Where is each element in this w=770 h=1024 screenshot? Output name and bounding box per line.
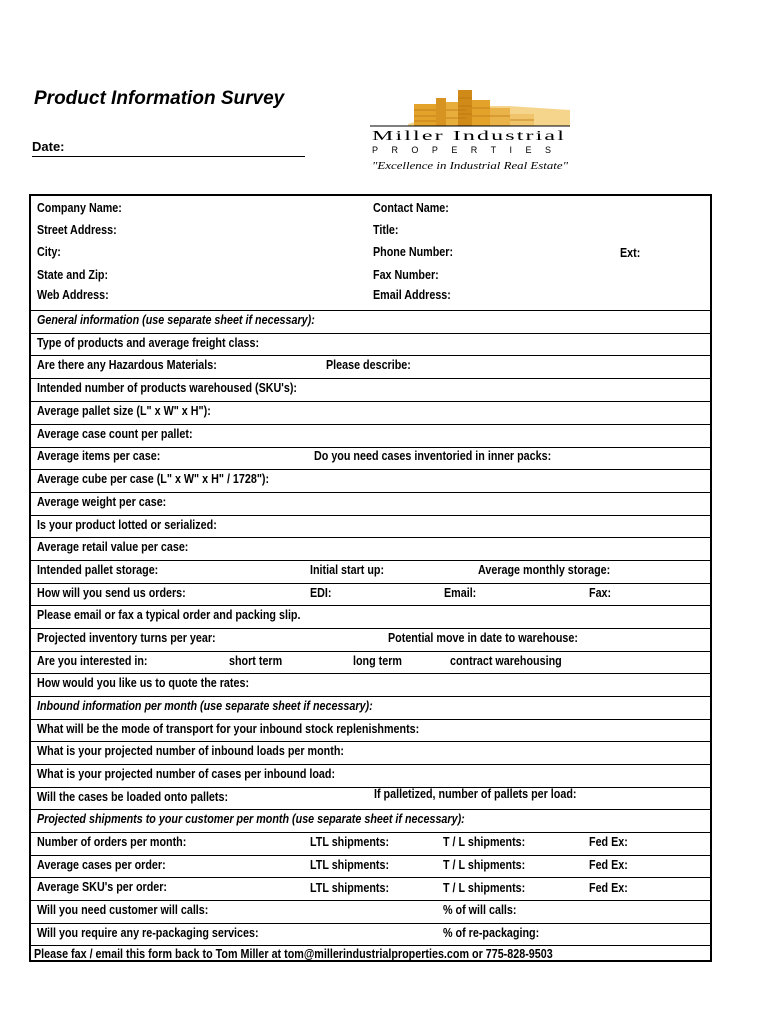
short-term-option[interactable]: short term: [229, 654, 283, 668]
logo-tagline: "Excellence in Industrial Real Estate": [372, 160, 569, 172]
row-divider: [31, 855, 710, 856]
row-divider: [31, 900, 710, 901]
row-divider: [31, 447, 710, 448]
edi-field[interactable]: EDI:: [310, 586, 332, 600]
row-divider: [31, 787, 710, 788]
skus-fedex-field[interactable]: Fed Ex:: [589, 881, 628, 895]
orders-ltl-field[interactable]: LTL shipments:: [310, 835, 390, 849]
row-divider: [31, 605, 710, 606]
cases-per-load-field[interactable]: What is your projected number of cases per inbound load:: [37, 767, 336, 781]
shipments-heading: Projected shipments to your customer per month (use separate sheet if necessary):: [37, 812, 465, 826]
logo-line1: Miller Industrial: [372, 128, 566, 143]
ext-field[interactable]: Ext:: [620, 246, 641, 260]
survey-form: [29, 194, 712, 962]
monthly-storage-field[interactable]: Average monthly storage:: [478, 563, 611, 577]
items-per-case-field[interactable]: Average items per case:: [37, 449, 161, 463]
hazardous-describe-field[interactable]: Please describe:: [326, 358, 411, 372]
row-divider: [31, 923, 710, 924]
repackaging-field[interactable]: Will you require any re-packaging services:: [37, 926, 259, 940]
row-divider: [31, 583, 710, 584]
row-divider: [31, 378, 710, 379]
long-term-option[interactable]: long term: [353, 654, 402, 668]
typical-order-note: Please email or fax a typical order and packing slip.: [37, 608, 301, 622]
quote-rates-field[interactable]: How would you like us to quote the rates:: [37, 676, 250, 690]
title-field[interactable]: Title:: [373, 223, 399, 237]
contact-name-field[interactable]: Contact Name:: [373, 201, 449, 215]
row-divider: [31, 945, 710, 946]
city-field[interactable]: City:: [37, 245, 61, 259]
send-orders-field[interactable]: How will you send us orders:: [37, 586, 186, 600]
phone-number-field[interactable]: Phone Number:: [373, 245, 454, 259]
pallet-storage-field[interactable]: Intended pallet storage:: [37, 563, 159, 577]
orders-email-field[interactable]: Email:: [444, 586, 477, 600]
interested-in-label: Are you interested in:: [37, 654, 148, 668]
pallets-per-load-field[interactable]: If palletized, number of pallets per load:: [374, 787, 577, 801]
inventory-turns-field[interactable]: Projected inventory turns per year:: [37, 631, 216, 645]
company-name-field[interactable]: Company Name:: [37, 201, 122, 215]
will-calls-field[interactable]: Will you need customer will calls:: [37, 903, 209, 917]
transport-mode-field[interactable]: What will be the mode of transport for your inbound stock replenishments:: [37, 722, 420, 736]
pct-will-calls-field[interactable]: % of will calls:: [443, 903, 517, 917]
products-freight-field[interactable]: Type of products and average freight class:: [37, 336, 260, 350]
pallet-size-field[interactable]: Average pallet size (L" x W" x H"):: [37, 404, 211, 418]
skus-per-order-field[interactable]: Average SKU's per order:: [37, 880, 168, 894]
inner-packs-field[interactable]: Do you need cases inventoried in inner packs:: [314, 449, 552, 463]
state-zip-field[interactable]: State and Zip:: [37, 268, 109, 282]
orders-tl-field[interactable]: T / L shipments:: [443, 835, 526, 849]
row-divider: [31, 673, 710, 674]
row-divider: [31, 741, 710, 742]
company-logo: [370, 88, 570, 180]
row-divider: [31, 809, 710, 810]
contract-warehousing-option[interactable]: contract warehousing: [450, 654, 562, 668]
web-address-field[interactable]: Web Address:: [37, 288, 109, 302]
row-divider: [31, 469, 710, 470]
fax-number-field[interactable]: Fax Number:: [373, 268, 439, 282]
sku-count-field[interactable]: Intended number of products warehoused (SKU's):: [37, 381, 297, 395]
row-divider: [31, 492, 710, 493]
date-label: Date:: [32, 139, 65, 154]
row-divider: [31, 310, 710, 311]
case-count-field[interactable]: Average case count per pallet:: [37, 427, 193, 441]
building-graphic-icon: [370, 90, 570, 126]
pct-repackaging-field[interactable]: % of re-packaging:: [443, 926, 540, 940]
row-divider: [31, 628, 710, 629]
street-address-field[interactable]: Street Address:: [37, 223, 117, 237]
inbound-loads-field[interactable]: What is your projected number of inbound loads per month:: [37, 744, 344, 758]
cube-per-case-field[interactable]: Average cube per case (L" x W" x H" / 1728"):: [37, 472, 270, 486]
inbound-info-heading: Inbound information per month (use separate sheet if necessary):: [37, 699, 373, 713]
cases-ltl-field[interactable]: LTL shipments:: [310, 858, 390, 872]
loaded-pallets-field[interactable]: Will the cases be loaded onto pallets:: [37, 790, 229, 804]
row-divider: [31, 764, 710, 765]
skus-ltl-field[interactable]: LTL shipments:: [310, 881, 390, 895]
row-divider: [31, 537, 710, 538]
skus-tl-field[interactable]: T / L shipments:: [443, 881, 526, 895]
row-divider: [31, 424, 710, 425]
hazardous-materials-field[interactable]: Are there any Hazardous Materials:: [37, 358, 217, 372]
retail-value-field[interactable]: Average retail value per case:: [37, 540, 189, 554]
logo-line2: PROPERTIES: [372, 145, 564, 155]
page-title: Product Information Survey: [34, 88, 285, 109]
general-info-heading: General information (use separate sheet if necessary):: [37, 313, 315, 327]
lotted-serialized-field[interactable]: Is your product lotted or serialized:: [37, 518, 217, 532]
email-address-field[interactable]: Email Address:: [373, 288, 451, 302]
row-divider: [31, 877, 710, 878]
row-divider: [31, 515, 710, 516]
footer-note: Please fax / email this form back to Tom Miller at tom@millerindustrialproperties.com or 775-828-9503: [34, 947, 553, 961]
move-in-date-field[interactable]: Potential move in date to warehouse:: [388, 631, 578, 645]
row-divider: [31, 651, 710, 652]
cases-tl-field[interactable]: T / L shipments:: [443, 858, 526, 872]
cases-fedex-field[interactable]: Fed Ex:: [589, 858, 628, 872]
orders-per-month-field[interactable]: Number of orders per month:: [37, 835, 187, 849]
row-divider: [31, 832, 710, 833]
row-divider: [31, 560, 710, 561]
row-divider: [31, 401, 710, 402]
date-field-line[interactable]: [32, 156, 305, 157]
row-divider: [31, 333, 710, 334]
row-divider: [31, 696, 710, 697]
initial-startup-field[interactable]: Initial start up:: [310, 563, 385, 577]
cases-per-order-field[interactable]: Average cases per order:: [37, 858, 166, 872]
orders-fax-field[interactable]: Fax:: [589, 586, 612, 600]
weight-per-case-field[interactable]: Average weight per case:: [37, 495, 167, 509]
row-divider: [31, 355, 710, 356]
row-divider: [31, 719, 710, 720]
orders-fedex-field[interactable]: Fed Ex:: [589, 835, 628, 849]
